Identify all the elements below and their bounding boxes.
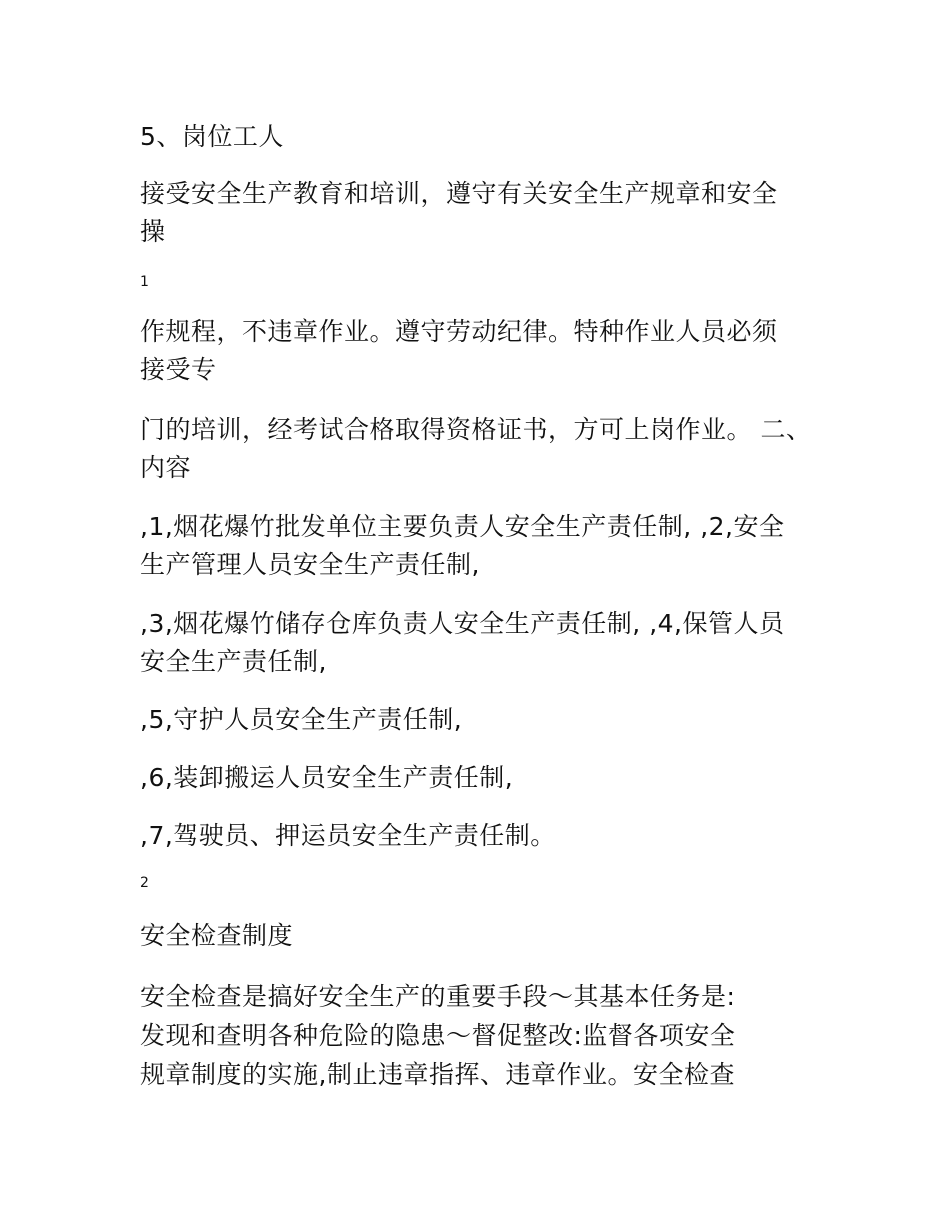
paragraph-line: 发现和查明各种危险的隐患～督促整改:监督各项安全 xyxy=(140,1021,736,1050)
page-number: 1 xyxy=(140,274,149,290)
paragraph-line: 内容 xyxy=(140,453,192,482)
paragraph-line: 门的培训，经考试合格取得资格证书，方可上岗作业。 二、 xyxy=(140,415,812,444)
list-item: 生产管理人员安全生产责任制, xyxy=(140,550,480,579)
list-item: ,1,烟花爆竹批发单位主要负责人安全生产责任制, ,2,安全 xyxy=(140,512,785,541)
paragraph-line: 规章制度的实施,制止违章指挥、违章作业。安全检查 xyxy=(140,1060,735,1089)
paragraph-line: 作规程，不违章作业。遵守劳动纪律。特种作业人员必须 xyxy=(140,317,778,346)
page-number: 2 xyxy=(140,875,149,891)
list-item: ,5,守护人员安全生产责任制, xyxy=(140,705,463,734)
list-item: 安全生产责任制, xyxy=(140,647,327,676)
paragraph-line: 接受安全生产教育和培训，遵守有关安全生产规章和安全 xyxy=(140,179,778,208)
paragraph-line: 接受专 xyxy=(140,355,217,384)
section-heading-post-workers: 5、岗位工人 xyxy=(140,122,284,151)
list-item: ,3,烟花爆竹储存仓库负责人安全生产责任制, ,4,保管人员 xyxy=(140,609,785,638)
list-item: ,7,驾驶员、押运员安全生产责任制。 xyxy=(140,821,556,850)
list-item: ,6,装卸搬运人员安全生产责任制, xyxy=(140,763,514,792)
paragraph-line: 安全检查是搞好安全生产的重要手段～其基本任务是: xyxy=(140,982,736,1011)
section-heading-safety-inspection: 安全检查制度 xyxy=(140,921,294,950)
paragraph-line: 操 xyxy=(140,217,166,246)
